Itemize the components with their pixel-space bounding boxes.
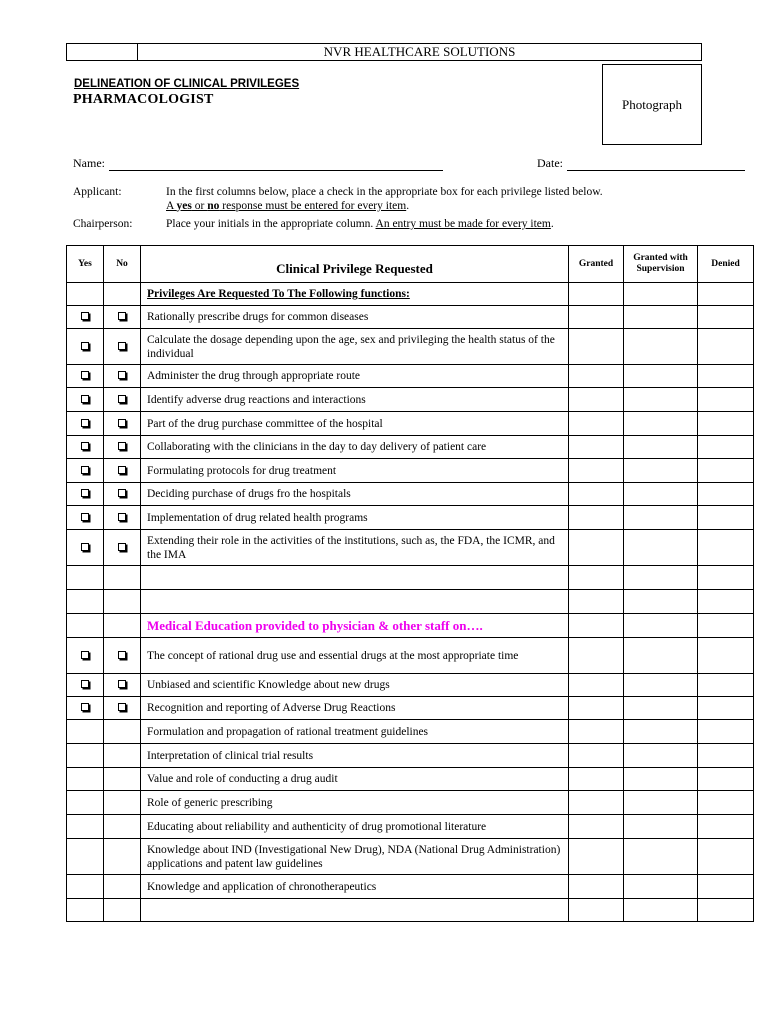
yes-cell [67,283,104,306]
date-line[interactable] [567,157,745,171]
no-cell[interactable] [104,697,141,720]
privilege-text: Identify adverse drug reactions and interactions [147,393,366,406]
yes-cell [67,744,104,768]
initials-cell[interactable] [698,329,754,365]
initials-cell[interactable] [624,590,698,614]
privilege-text: Rationally prescribe drugs for common diseases [147,311,369,323]
chair-label: Chairperson: [73,218,133,230]
privilege-cell [141,875,569,899]
initials-cell[interactable] [624,720,698,744]
no-cell [104,815,141,839]
no-checkbox[interactable] [118,703,126,711]
name-field [73,156,443,171]
privilege-text: Medical Education provided to physician & other staff on…. [147,617,483,633]
privilege-cell [141,638,569,674]
yes-cell[interactable] [67,530,104,566]
initials-cell[interactable] [569,614,624,638]
privilege-text: Deciding purchase of drugs fro the hospitals [147,488,351,500]
no-checkbox[interactable] [118,513,126,521]
initials-cell[interactable] [569,388,624,412]
privilege-cell [141,791,569,815]
initials-cell[interactable] [624,791,698,815]
yes-cell [67,768,104,791]
initials-cell[interactable] [624,306,698,329]
privilege-cell [141,483,569,506]
initials-cell[interactable] [698,506,754,530]
yes-checkbox[interactable] [81,395,89,403]
initials-cell[interactable] [698,306,754,329]
initials-cell[interactable] [624,674,698,697]
no-checkbox[interactable] [118,419,126,427]
list-item [67,839,754,875]
initials-cell[interactable] [698,388,754,412]
privilege-text: Value and role of conducting a drug audit [147,773,338,785]
initials-cell[interactable] [624,566,698,590]
col-header-yes: Yes [67,246,104,283]
initials-cell[interactable] [698,365,754,388]
no-cell [104,720,141,744]
blank-row [67,590,754,614]
chair-text: Place your initials in the appropriate column. An entry must be made for every item. [166,218,554,230]
privileges-table [66,245,754,922]
no-cell [104,590,141,614]
initials-cell[interactable] [569,412,624,436]
yes-checkbox[interactable] [81,342,89,350]
no-cell[interactable] [104,412,141,436]
yes-cell[interactable] [67,459,104,483]
list-item [67,768,754,791]
blank-row [67,566,754,590]
no-cell [104,744,141,768]
yes-checkbox[interactable] [81,371,89,379]
list-item [67,815,754,839]
initials-cell[interactable] [569,875,624,899]
privilege-text: Formulation and propagation of rational treatment guidelines [147,725,429,738]
list-item [67,720,754,744]
list-item [67,875,754,899]
yes-cell[interactable] [67,674,104,697]
yes-cell[interactable] [67,506,104,530]
initials-cell[interactable] [569,697,624,720]
no-cell[interactable] [104,530,141,566]
yes-cell[interactable] [67,436,104,459]
initials-cell[interactable] [698,875,754,899]
privilege-cell [141,899,569,922]
privilege-text: Formulating protocols for drug treatment [147,464,337,477]
initials-cell[interactable] [569,768,624,791]
photograph-label: Photograph [622,96,682,112]
no-checkbox[interactable] [118,651,126,659]
privilege-cell [141,674,569,697]
yes-checkbox[interactable] [81,513,89,521]
header-blank-cell [67,44,138,60]
initials-cell[interactable] [698,283,754,306]
no-cell [104,899,141,922]
no-checkbox[interactable] [118,342,126,350]
no-checkbox[interactable] [118,312,126,320]
section-heading-row [67,283,754,306]
initials-cell[interactable] [698,590,754,614]
list-item [67,506,754,530]
list-item [67,329,754,365]
privilege-text: Extending their role in the activities of the institutions, such as, the FDA, the ICMR, and the IMA [147,534,555,561]
no-checkbox[interactable] [118,489,126,497]
privilege-text: Part of the drug purchase committee of the hospital [147,417,383,430]
list-item [67,530,754,566]
privilege-cell [141,566,569,590]
no-checkbox[interactable] [118,395,126,403]
initials-cell[interactable] [624,329,698,365]
no-checkbox[interactable] [118,371,126,379]
initials-cell[interactable] [698,566,754,590]
no-cell[interactable] [104,459,141,483]
initials-cell[interactable] [624,815,698,839]
privilege-text: Recognition and reporting of Adverse Drug Reactions [147,702,396,714]
privilege-text: Role of generic prescribing [147,796,273,809]
privilege-text: Administer the drug through appropriate route [147,370,361,382]
yes-cell[interactable] [67,697,104,720]
initials-cell[interactable] [698,815,754,839]
initials-cell[interactable] [624,506,698,530]
yes-cell[interactable] [67,365,104,388]
initials-cell[interactable] [624,459,698,483]
no-cell[interactable] [104,388,141,412]
no-cell [104,839,141,875]
applicant-text-2: A yes or no response must be entered for every item. [166,200,410,212]
privilege-cell [141,506,569,530]
initials-cell[interactable] [698,744,754,768]
yes-checkbox[interactable] [81,703,89,711]
initials-cell[interactable] [569,530,624,566]
list-item [67,674,754,697]
yes-cell [67,899,104,922]
initials-cell[interactable] [698,436,754,459]
no-cell[interactable] [104,436,141,459]
no-checkbox[interactable] [118,543,126,551]
no-cell[interactable] [104,506,141,530]
initials-cell[interactable] [698,412,754,436]
no-cell[interactable] [104,483,141,506]
date-label: Date: [537,156,563,170]
yes-checkbox[interactable] [81,419,89,427]
no-cell [104,768,141,791]
initials-cell[interactable] [569,329,624,365]
table-header-row [67,246,754,283]
yes-cell [67,875,104,899]
privilege-cell [141,388,569,412]
privilege-cell [141,768,569,791]
col-header-granted: Granted [569,246,624,283]
initials-cell[interactable] [569,720,624,744]
initials-cell[interactable] [569,306,624,329]
initials-cell[interactable] [569,815,624,839]
initials-cell[interactable] [569,459,624,483]
initials-cell[interactable] [569,638,624,674]
no-cell[interactable] [104,329,141,365]
no-cell[interactable] [104,306,141,329]
privilege-cell [141,283,569,306]
yes-cell [67,815,104,839]
privilege-text: Knowledge and application of chronotherapeutics [147,880,377,893]
yes-cell[interactable] [67,638,104,674]
yes-checkbox[interactable] [81,489,89,497]
yes-cell[interactable] [67,412,104,436]
privilege-cell [141,697,569,720]
initials-cell[interactable] [624,412,698,436]
no-checkbox[interactable] [118,466,126,474]
privilege-cell [141,436,569,459]
yes-cell[interactable] [67,388,104,412]
initials-cell[interactable] [569,744,624,768]
no-checkbox[interactable] [118,442,126,450]
yes-cell [67,791,104,815]
initials-cell[interactable] [569,365,624,388]
no-cell[interactable] [104,638,141,674]
col-header-no: No [104,246,141,283]
list-item [67,388,754,412]
initials-cell[interactable] [569,839,624,875]
list-item [67,638,754,674]
initials-cell[interactable] [624,768,698,791]
no-cell [104,566,141,590]
privilege-cell [141,365,569,388]
initials-cell[interactable] [698,530,754,566]
yes-checkbox[interactable] [81,543,89,551]
privilege-text: Implementation of drug related health programs [147,511,368,524]
list-item [67,306,754,329]
yes-checkbox[interactable] [81,651,89,659]
document-subtitle: DELINEATION OF CLINICAL PRIVILEGES [74,78,300,90]
initials-cell[interactable] [698,459,754,483]
date-field [537,156,745,171]
initials-cell[interactable] [698,899,754,922]
initials-cell[interactable] [569,283,624,306]
yes-cell[interactable] [67,483,104,506]
privilege-text: Knowledge about IND (Investigational New Drug), NDA (National Drug Administration) applications and patent law guidelines [147,843,561,870]
applicant-label: Applicant: [73,186,122,198]
initials-cell[interactable] [624,899,698,922]
applicant-text-1: In the first columns below, place a check in the appropriate box for each privilege listed below. [166,186,603,198]
privilege-cell [141,459,569,483]
privilege-cell [141,306,569,329]
privilege-text: Educating about reliability and authenticity of drug promotional literature [147,820,487,833]
yes-cell [67,566,104,590]
yes-cell[interactable] [67,306,104,329]
no-cell [104,283,141,306]
privilege-cell [141,720,569,744]
initials-cell[interactable] [698,697,754,720]
initials-cell[interactable] [624,638,698,674]
list-item [67,483,754,506]
initials-cell[interactable] [569,566,624,590]
list-item [67,365,754,388]
initials-cell[interactable] [569,674,624,697]
yes-checkbox[interactable] [81,442,89,450]
privilege-cell [141,412,569,436]
initials-cell[interactable] [569,483,624,506]
col-header-granted-supervision: Granted with Supervision [624,246,698,283]
privilege-cell [141,744,569,768]
photograph-box [602,64,702,145]
initials-cell[interactable] [698,674,754,697]
page-title: PHARMACOLOGIST [73,92,214,107]
privilege-cell [141,839,569,875]
yes-checkbox[interactable] [81,312,89,320]
yes-checkbox[interactable] [81,466,89,474]
initials-cell[interactable] [624,697,698,720]
org-name: NVR HEALTHCARE SOLUTIONS [323,44,516,59]
initials-cell[interactable] [624,365,698,388]
col-header-denied: Denied [698,246,754,283]
name-line[interactable] [109,157,443,171]
initials-cell[interactable] [698,614,754,638]
initials-cell[interactable] [698,791,754,815]
list-item [67,697,754,720]
initials-cell[interactable] [624,283,698,306]
yes-cell [67,720,104,744]
no-cell [104,791,141,815]
no-cell [104,875,141,899]
privilege-text: Calculate the dosage depending upon the age, sex and privileging the health status of the individual [147,333,555,360]
yes-checkbox[interactable] [81,680,89,688]
initials-cell[interactable] [698,638,754,674]
list-item [67,459,754,483]
no-cell[interactable] [104,365,141,388]
no-cell [104,614,141,638]
privilege-text: Privileges Are Requested To The Following functions: [147,288,410,300]
initials-cell[interactable] [698,768,754,791]
privilege-cell [141,815,569,839]
initials-cell[interactable] [624,614,698,638]
name-label: Name: [73,156,105,170]
initials-cell[interactable] [624,530,698,566]
privilege-cell [141,530,569,566]
header-bar [66,43,702,61]
privilege-text: The concept of rational drug use and essential drugs at the most appropriate time [147,649,519,662]
list-item [67,436,754,459]
yes-cell [67,590,104,614]
initials-cell[interactable] [569,899,624,922]
list-item [67,744,754,768]
initials-cell[interactable] [569,436,624,459]
col-header-privilege: Clinical Privilege Requested [141,246,569,283]
initials-cell[interactable] [569,506,624,530]
initials-cell[interactable] [698,720,754,744]
initials-cell[interactable] [624,436,698,459]
yes-cell[interactable] [67,329,104,365]
initials-cell[interactable] [624,388,698,412]
yes-cell [67,614,104,638]
list-item [67,791,754,815]
blank-row [67,899,754,922]
no-cell[interactable] [104,674,141,697]
initials-cell[interactable] [624,875,698,899]
initials-cell[interactable] [569,590,624,614]
privilege-cell [141,614,569,638]
initials-cell[interactable] [624,483,698,506]
no-checkbox[interactable] [118,680,126,688]
initials-cell[interactable] [569,791,624,815]
yes-cell [67,839,104,875]
privilege-text: Collaborating with the clinicians in the day to day delivery of patient care [147,441,487,453]
initials-cell[interactable] [624,744,698,768]
initials-cell[interactable] [624,839,698,875]
list-item [67,412,754,436]
section-heading-row [67,614,754,638]
privilege-cell [141,590,569,614]
privilege-text: Unbiased and scientific Knowledge about new drugs [147,679,390,691]
privilege-cell [141,329,569,365]
initials-cell[interactable] [698,839,754,875]
privilege-text: Interpretation of clinical trial results [147,749,314,762]
initials-cell[interactable] [698,483,754,506]
